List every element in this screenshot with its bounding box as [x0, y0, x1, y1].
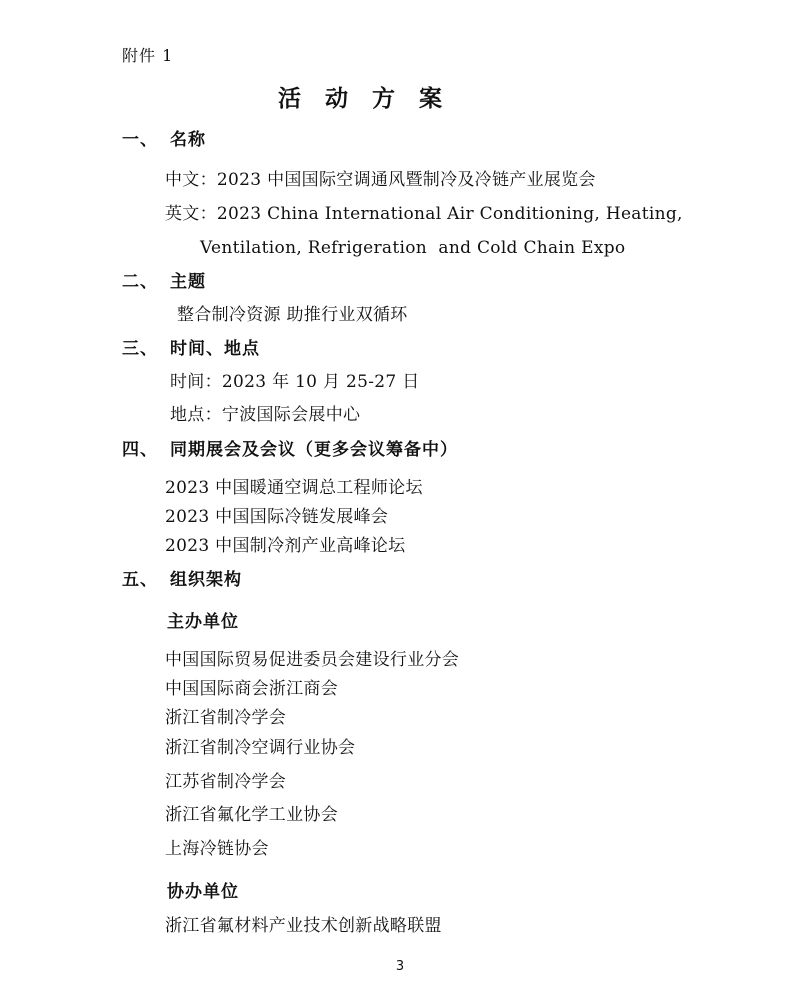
- attachment-label: 附件 1: [122, 46, 174, 65]
- host-item: 浙江省制冷学会: [165, 708, 287, 728]
- expo-name-chinese: 中文：2023 中国国际空调通风暨制冷及冷链产业展览会: [165, 170, 596, 190]
- theme-text: 整合制冷资源 助推行业双循环: [177, 305, 408, 325]
- host-item: 中国国际贸易促进委员会建设行业分会: [165, 650, 460, 670]
- section-time-place-number: 三、: [122, 339, 158, 359]
- section-name-number: 一、: [122, 130, 158, 150]
- concurrent-item: 2023 中国制冷剂产业高峰论坛: [165, 536, 406, 556]
- section-organization-number: 五、: [122, 570, 158, 590]
- section-theme-number: 二、: [122, 272, 158, 292]
- section-organization-heading: 组织架构: [170, 570, 242, 590]
- expo-name-english-line2: Ventilation, Refrigeration and Cold Chain Expo: [200, 238, 626, 258]
- hosts-label: 主办单位: [167, 612, 239, 632]
- page-number: 3: [395, 959, 405, 974]
- section-name-heading: 名称: [170, 130, 206, 150]
- concurrent-item: 2023 中国暖通空调总工程师论坛: [165, 478, 423, 498]
- event-time: 时间：2023 年 10 月 25-27 日: [170, 372, 420, 392]
- section-theme-heading: 主题: [170, 272, 206, 292]
- expo-name-english-line1: 英文：2023 China International Air Conditioning, Heating,: [165, 204, 683, 224]
- host-item: 浙江省氟化学工业协会: [165, 805, 338, 825]
- section-concurrent-heading: 同期展会及会议（更多会议筹备中）: [170, 440, 458, 460]
- event-place: 地点：宁波国际会展中心: [170, 405, 361, 425]
- section-concurrent-number: 四、: [122, 440, 158, 460]
- section-time-place-heading: 时间、地点: [170, 339, 260, 359]
- co-organizers-label: 协办单位: [167, 882, 239, 902]
- concurrent-item: 2023 中国国际冷链发展峰会: [165, 507, 389, 527]
- host-item: 上海冷链协会: [165, 839, 269, 859]
- host-item: 浙江省制冷空调行业协会: [165, 738, 356, 758]
- host-item: 中国国际商会浙江商会: [165, 679, 338, 699]
- co-organizer-item: 浙江省氟材料产业技术创新战略联盟: [165, 916, 442, 936]
- page-title: 活 动 方 案: [277, 86, 451, 112]
- host-item: 江苏省制冷学会: [165, 772, 287, 792]
